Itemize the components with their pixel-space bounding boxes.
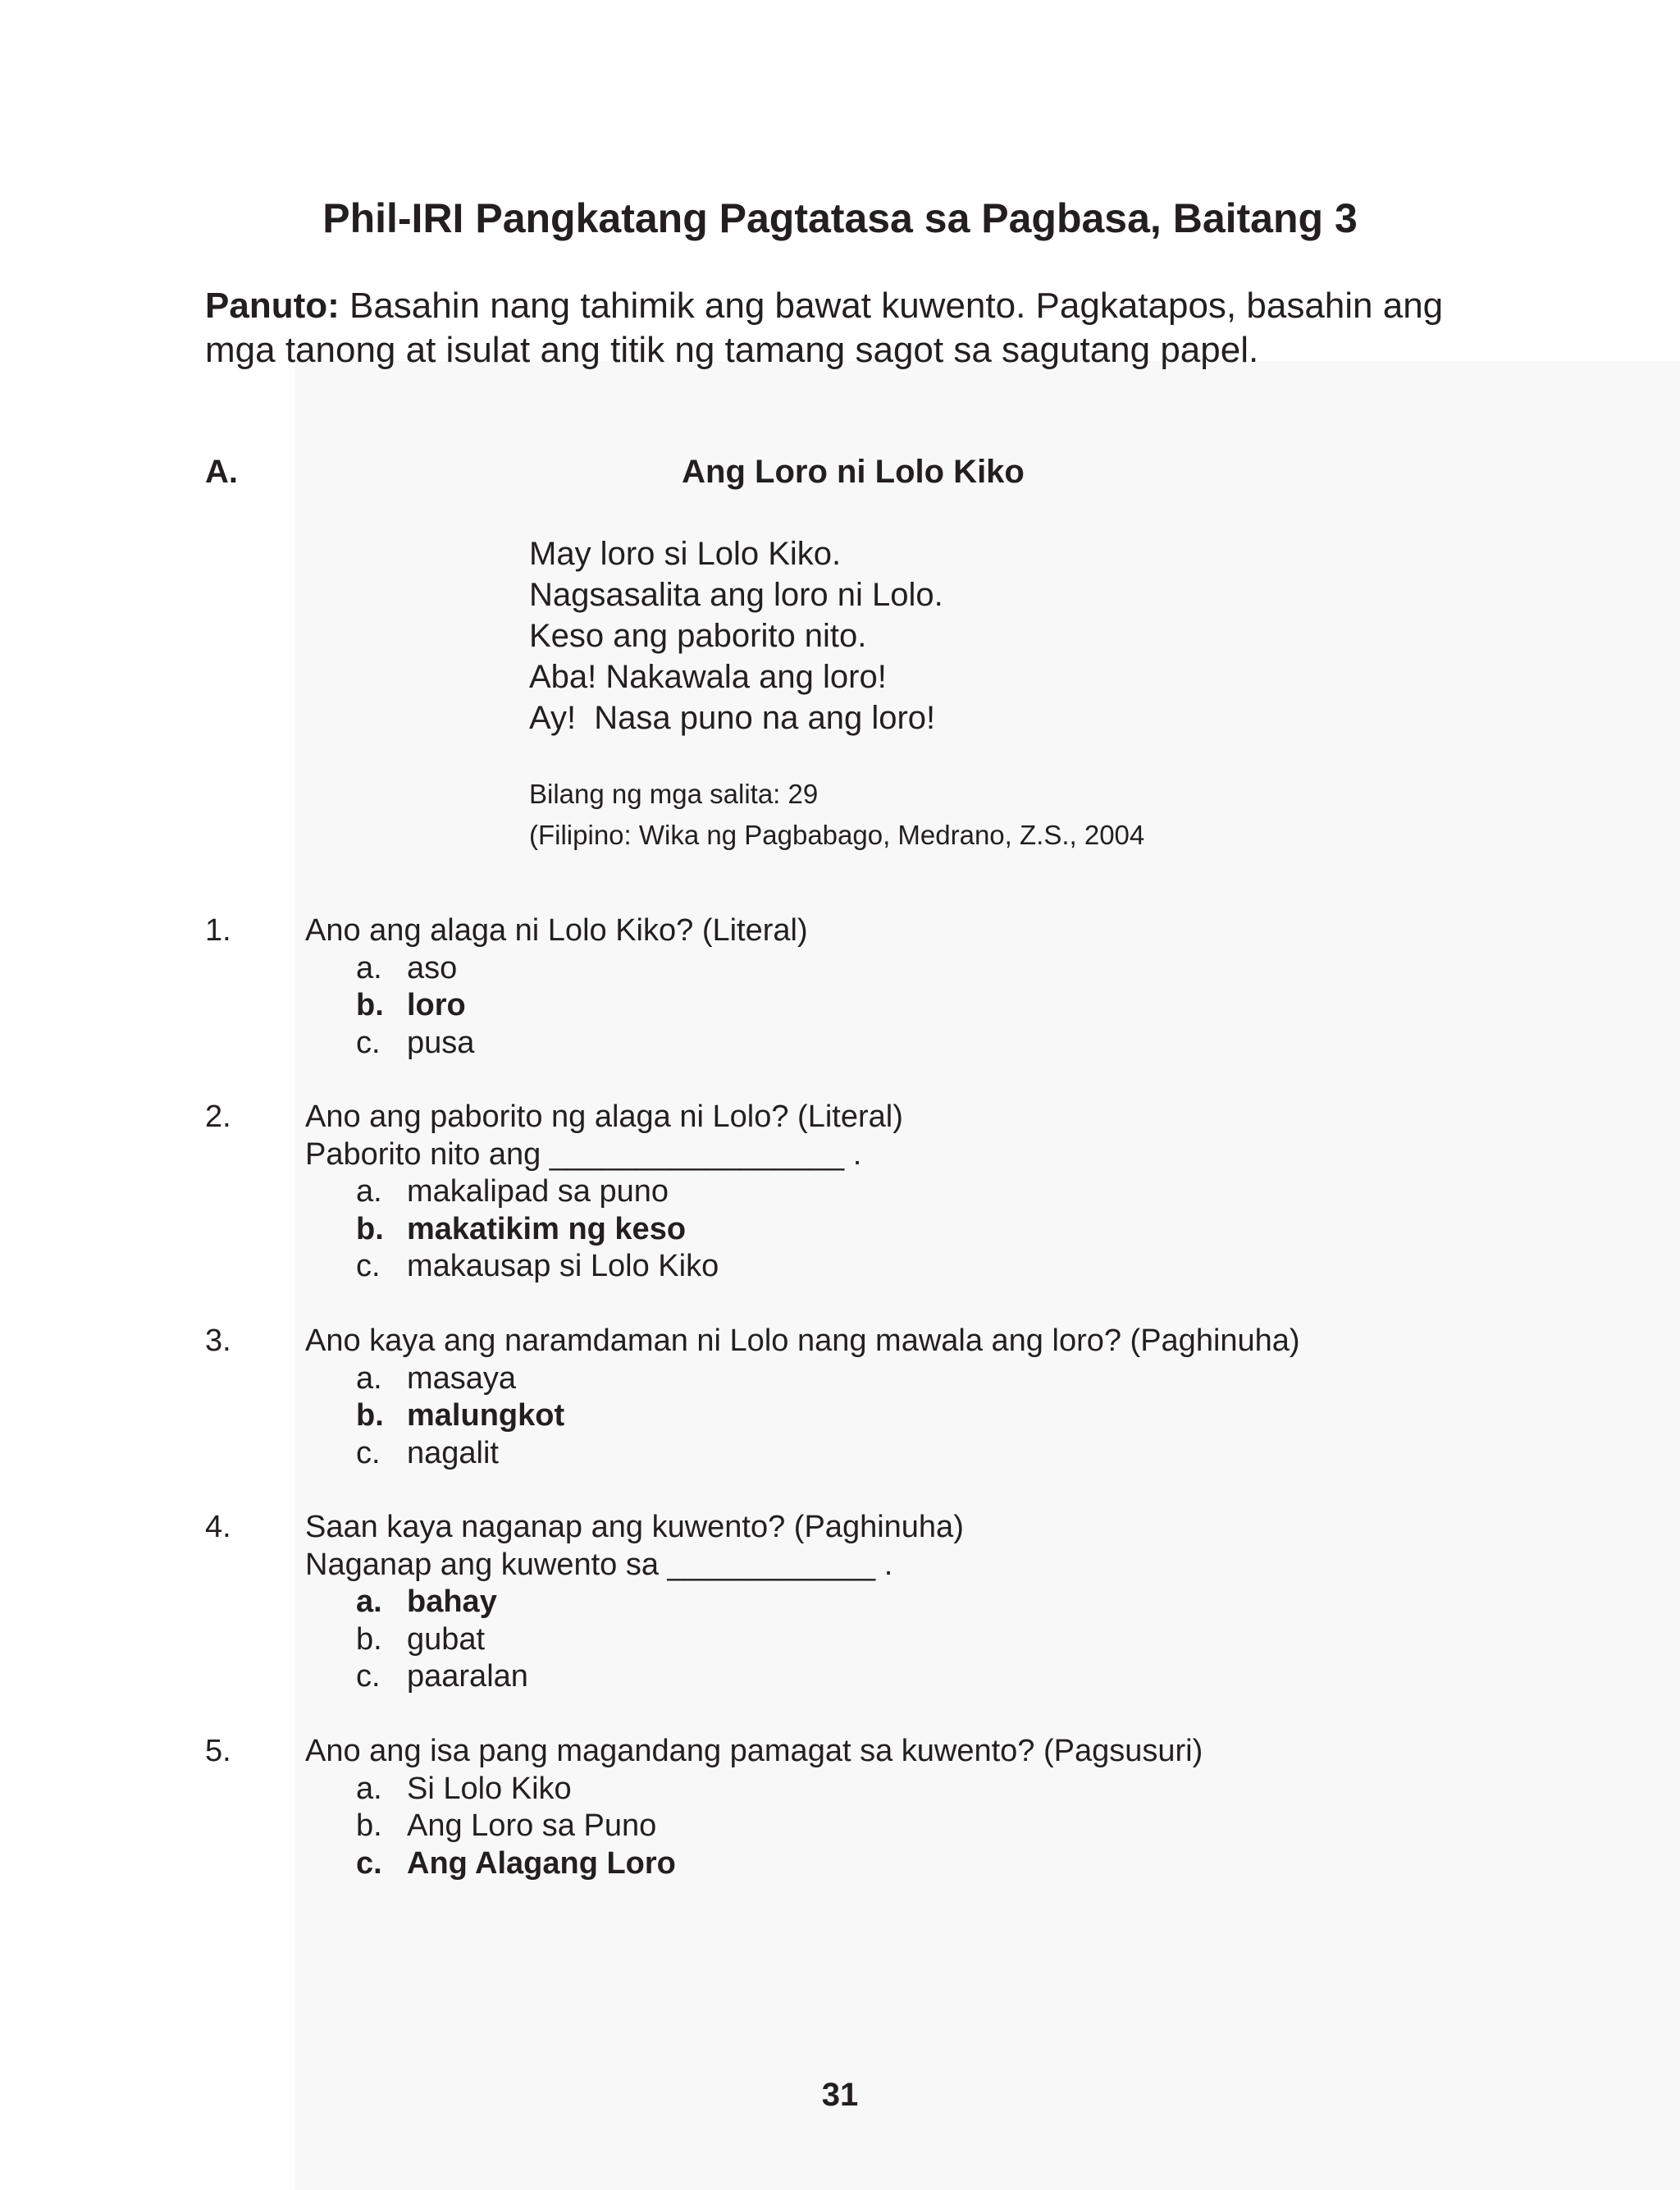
option-a: a. Si Lolo Kiko [356, 1771, 572, 1806]
question-number: 4. [205, 1510, 231, 1544]
option-a: a. aso [356, 950, 458, 985]
story-line: Ay! Nasa puno na ang loro! [529, 700, 936, 736]
instructions-label: Panuto: [205, 286, 340, 326]
option-b: b. gubat [356, 1621, 486, 1657]
option-b-correct: b. loro [356, 988, 466, 1022]
instructions-text: Basahin nang tahimik ang bawat kuwento. Pagkatapos, basahin ang mga tanong at isulat ang titik ng tamang sagot sa sagutang papel. [205, 286, 1444, 370]
option-b-correct: b. malungkot [356, 1398, 565, 1433]
story-line: Aba! Nakawala ang loro! [529, 659, 887, 695]
fill-in-prompt: Paborito nito ang _________________ . [305, 1136, 862, 1172]
story-text [529, 533, 943, 738]
option-a: a. makalipad sa puno [356, 1174, 669, 1209]
section-letter: A. [205, 454, 238, 490]
option-a: a. masaya [356, 1360, 517, 1396]
option-a-correct: a. bahay [356, 1584, 497, 1619]
question-stem: Ano ang isa pang magandang pamagat sa kuwento? (Pagsusuri) [305, 1734, 1203, 1768]
question-number: 3. [205, 1324, 231, 1358]
option-b-correct: b. makatikim ng keso [356, 1211, 687, 1246]
story-meta [529, 774, 1144, 856]
question-number: 1. [205, 913, 231, 948]
story-title: Ang Loro ni Lolo Kiko [682, 454, 1025, 490]
page-title: Phil-IRI Pangkatang Pagtatasa sa Pagbasa, Baitang 3 [322, 195, 1358, 241]
story-line: Keso ang paborito nito. [529, 618, 867, 654]
story-line: Nagsasalita ang loro ni Lolo. [529, 577, 943, 613]
word-count: Bilang ng mga salita: 29 [529, 779, 819, 809]
page-number: 31 [821, 2077, 859, 2113]
question-number: 2. [205, 1100, 231, 1134]
question-stem: Ano ang paborito ng alaga ni Lolo? (Literal) [305, 1100, 903, 1134]
option-c: c. paaralan [356, 1659, 528, 1694]
question-stem: Saan kaya naganap ang kuwento? (Paghinuha) [305, 1510, 964, 1544]
question-stem: Ano ang alaga ni Lolo Kiko? (Literal) [305, 913, 808, 948]
story-source: (Filipino: Wika ng Pagbabago, Medrano, Z.S., 2004 [529, 820, 1145, 850]
fill-in-prompt: Naganap ang kuwento sa ____________ . [305, 1547, 893, 1582]
option-c: c. pusa [356, 1025, 475, 1060]
instructions [205, 284, 1518, 373]
option-c-correct: c. Ang Alagang Loro [356, 1845, 676, 1881]
story-line: May loro si Lolo Kiko. [529, 536, 842, 572]
question-stem: Ano kaya ang naramdaman ni Lolo nang mawala ang loro? (Paghinuha) [305, 1324, 1300, 1358]
option-c: c. nagalit [356, 1435, 499, 1470]
option-b: b. Ang Loro sa Puno [356, 1808, 657, 1843]
option-c: c. makausap si Lolo Kiko [356, 1249, 719, 1283]
question-number: 5. [205, 1734, 231, 1768]
